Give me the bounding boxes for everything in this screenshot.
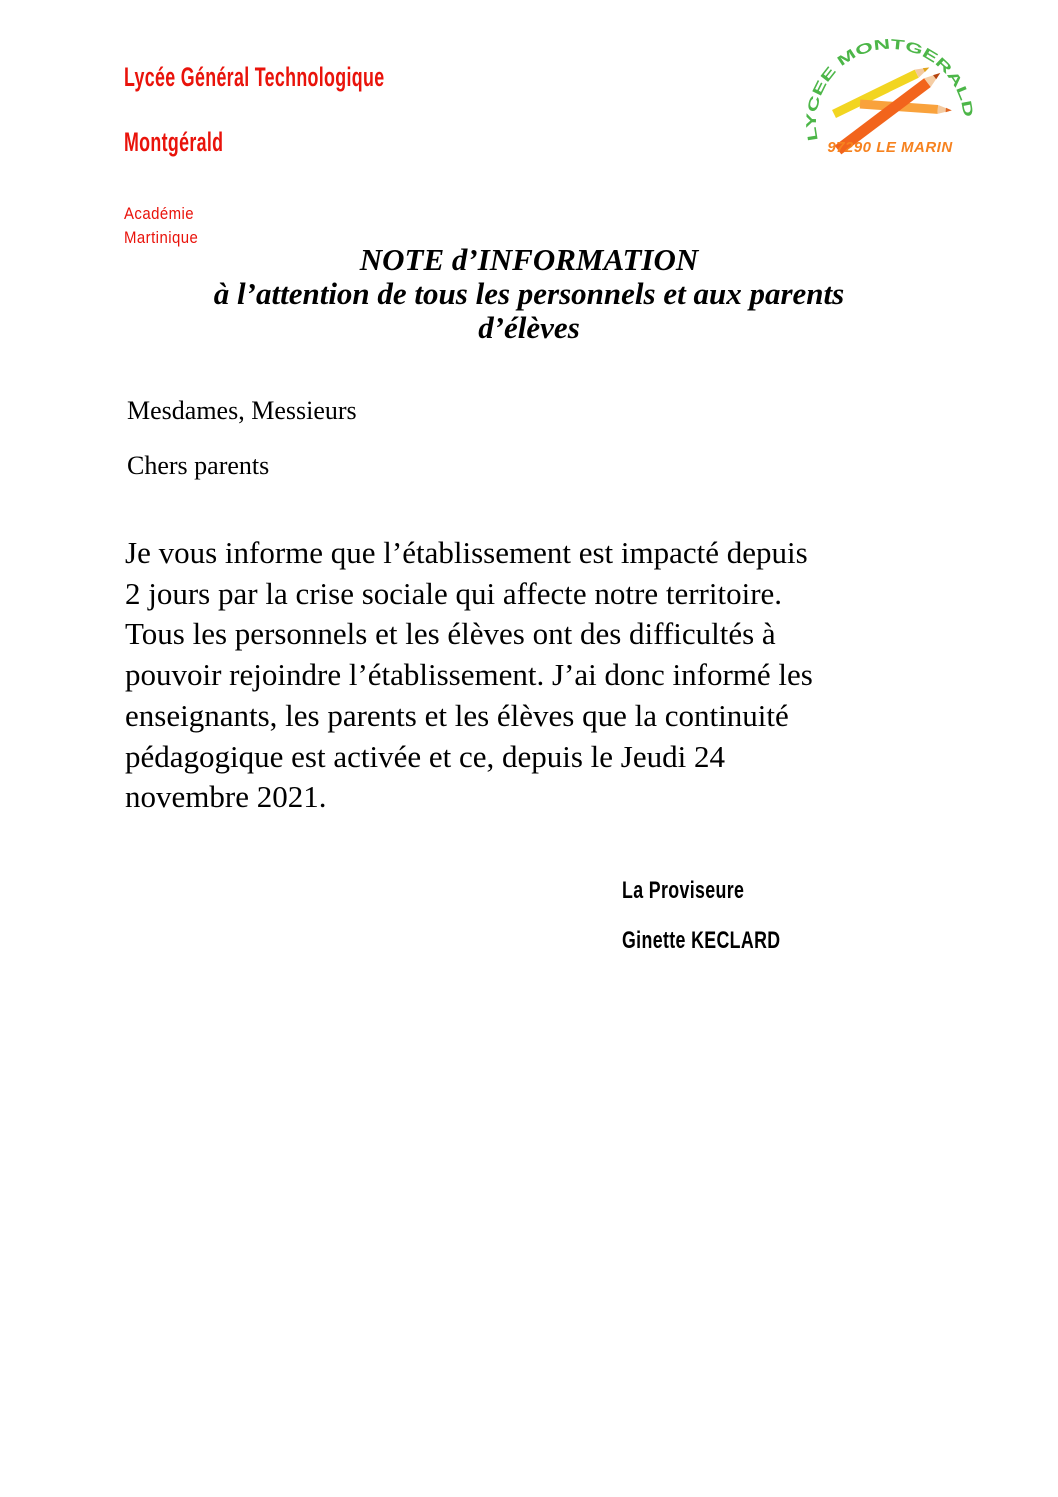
school-logo <box>804 28 976 164</box>
note-title <box>109 243 949 345</box>
body-line: pouvoir rejoindre l’établissement. J’ai donc informé les <box>125 657 813 693</box>
body-line: enseignants, les parents et les élèves que la continuité <box>125 697 789 733</box>
body-line: Tous les personnels et les élèves ont des difficultés à <box>125 616 776 652</box>
signature-name: Ginette KECLARD <box>622 927 781 954</box>
salutation-chers-parents: Chers parents <box>127 451 270 480</box>
letterhead-school-name-line2: Montgérald <box>124 127 224 157</box>
body-paragraph <box>125 533 955 818</box>
signature-block <box>622 879 836 979</box>
logo-location-text: 97290 LE MARIN <box>827 139 953 156</box>
note-title-line3: d’élèves <box>478 310 580 345</box>
school-logo-graphic <box>804 28 976 164</box>
letterhead-school-name-line1: Lycée Général Technologique <box>124 62 385 92</box>
letterhead-academy-line2: Martinique <box>124 228 199 247</box>
salutation-mesdames-messieurs: Mesdames, Messieurs <box>127 396 357 425</box>
note-title-line2: à l’attention de tous les personnels et aux parents <box>213 276 845 311</box>
letterhead-academy-line1: Académie <box>124 204 195 223</box>
body-line: 2 jours par la crise sociale qui affecte notre territoire. <box>125 575 783 611</box>
note-title-line1: NOTE d’INFORMATION <box>359 242 699 277</box>
body-line: novembre 2021. <box>125 779 327 815</box>
signature-role: La Proviseure <box>622 877 745 904</box>
body-line: pédagogique est activée et ce, depuis le Jeudi 24 <box>125 738 725 774</box>
body-line: Je vous informe que l’établissement est impacté depuis <box>125 535 808 570</box>
logo-arc-text: LYCEE MONTGERALD <box>804 35 976 143</box>
